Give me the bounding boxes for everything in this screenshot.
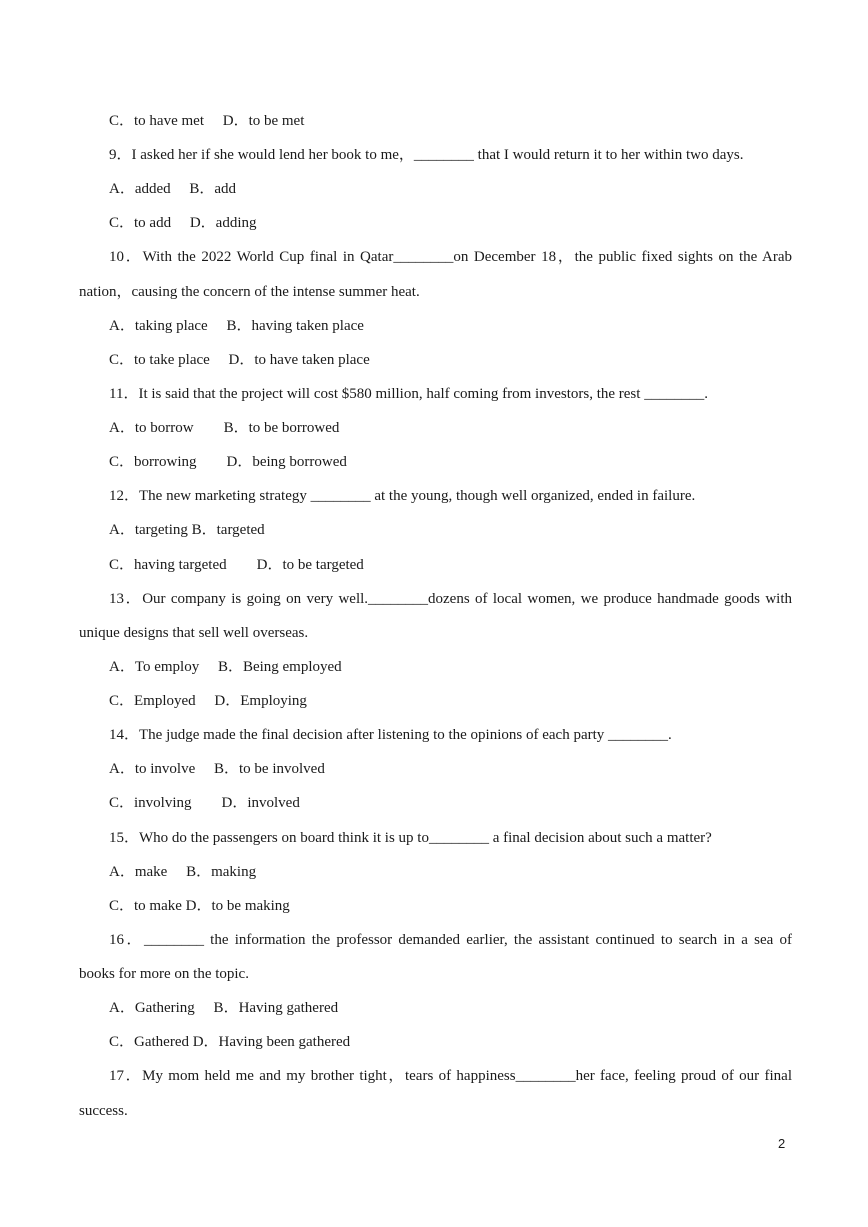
q10-stem: 10．With the 2022 World Cup final in Qatar________on December 18，the public fixed sights on the Arab bbox=[109, 249, 792, 265]
q14-stem: 14．The judge made the final decision after listening to the opinions of each party ________. bbox=[109, 727, 672, 743]
q11-options-cd: C．borrowing D．being borrowed bbox=[109, 454, 347, 470]
q16-options-cd: C．Gathered D．Having been gathered bbox=[109, 1034, 351, 1050]
q11-stem: 11．It is said that the project will cost $580 million, half coming from investors, the rest ________. bbox=[109, 386, 708, 402]
q12-options-cd: C．having targeted D．to be targeted bbox=[109, 557, 364, 573]
q12-stem: 12．The new marketing strategy ________ at the young, though well organized, ended in failure. bbox=[109, 488, 696, 504]
q10-stem-cont: nation，causing the concern of the intense summer heat. bbox=[79, 284, 420, 300]
q16-stem-cont: books for more on the topic. bbox=[79, 966, 249, 982]
q13-stem: 13．Our company is going on very well.________dozens of local women, we produce handmade goods with bbox=[109, 591, 792, 607]
q13-stem-cont: unique designs that sell well overseas. bbox=[79, 625, 309, 641]
q13-options-ab: A．To employ B．Being employed bbox=[109, 659, 342, 675]
q13-options-cd: C．Employed D．Employing bbox=[109, 693, 307, 709]
q8-options-cd: C．to have met D．to be met bbox=[109, 113, 305, 129]
q15-options-ab: A．make B．making bbox=[109, 864, 257, 880]
q9-stem: 9．I asked her if she would lend her book to me，________ that I would return it to her within two days. bbox=[109, 147, 744, 163]
q10-options-cd: C．to take place D．to have taken place bbox=[109, 352, 370, 368]
q17-stem: 17．My mom held me and my brother tight，tears of happiness________her face, feeling proud of our final bbox=[109, 1068, 792, 1084]
q9-options-ab: A．added B．add bbox=[109, 181, 237, 197]
q16-options-ab: A．Gathering B．Having gathered bbox=[109, 1000, 339, 1016]
q9-options-cd: C．to add D．adding bbox=[109, 215, 257, 231]
q17-stem-cont: success. bbox=[79, 1103, 128, 1119]
q15-options-cd: C．to make D．to be making bbox=[109, 898, 290, 914]
page-number: 2 bbox=[778, 1136, 786, 1151]
q12-options-ab: A．targeting B．targeted bbox=[109, 522, 265, 538]
q10-options-ab: A．taking place B．having taken place bbox=[109, 318, 364, 334]
q14-options-cd: C．involving D．involved bbox=[109, 795, 300, 811]
q16-stem: 16．________ the information the professor demanded earlier, the assistant continued to search in a sea of bbox=[109, 932, 792, 948]
q11-options-ab: A．to borrow B．to be borrowed bbox=[109, 420, 340, 436]
q14-options-ab: A．to involve B．to be involved bbox=[109, 761, 325, 777]
q15-stem: 15．Who do the passengers on board think it is up to________ a final decision about such a matter? bbox=[109, 830, 712, 846]
